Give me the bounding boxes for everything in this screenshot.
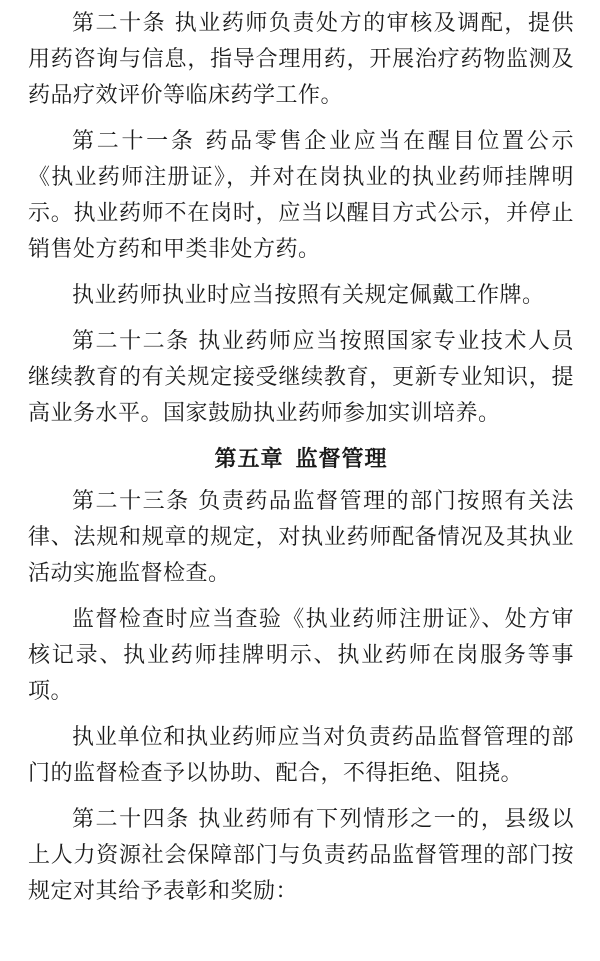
article-22: 第二十二条 执业药师应当按照国家专业技术人员继续教育的有关规定接受继续教育，更新专业知识，提高业务水平。国家鼓励执业药师参加实训培养。 bbox=[28, 329, 574, 426]
chapter-number: 第五章 bbox=[214, 447, 284, 472]
article-21-badge-clause: 执业药师执业时应当按照有关规定佩戴工作牌。 bbox=[72, 283, 545, 308]
article-20: 第二十条 执业药师负责处方的审核及调配，提供用药咨询与信息，指导合理用药，开展治疗药物监测及药品疗效评价等临床药学工作。 bbox=[28, 11, 574, 108]
chapter-title: 监督管理 bbox=[295, 447, 388, 472]
article-24: 第二十四条 执业药师有下列情形之一的，县级以上人力资源社会保障部门与负责药品监督管理的部门按规定对其给予表彰和奖励： bbox=[28, 807, 574, 904]
article-23-inspection-items: 监督检查时应当查验《执业药师注册证》、处方审核记录、执业药师挂牌明示、执业药师在岗服务等事项。 bbox=[28, 607, 574, 704]
article-21: 第二十一条 药品零售企业应当在醒目位置公示《执业药师注册证》，并对在岗执业的执业药师挂牌明示。执业药师不在岗时，应当以醒目方式公示，并停止销售处方药和甲类非处方药。 bbox=[28, 129, 574, 262]
article-23-cooperation: 执业单位和执业药师应当对负责药品监督管理的部门的监督检查予以协助、配合，不得拒绝、阻挠。 bbox=[28, 725, 574, 786]
article-23: 第二十三条 负责药品监督管理的部门按照有关法律、法规和规章的规定，对执业药师配备情况及其执业活动实施监督检查。 bbox=[28, 489, 574, 586]
chapter-heading bbox=[28, 442, 574, 478]
